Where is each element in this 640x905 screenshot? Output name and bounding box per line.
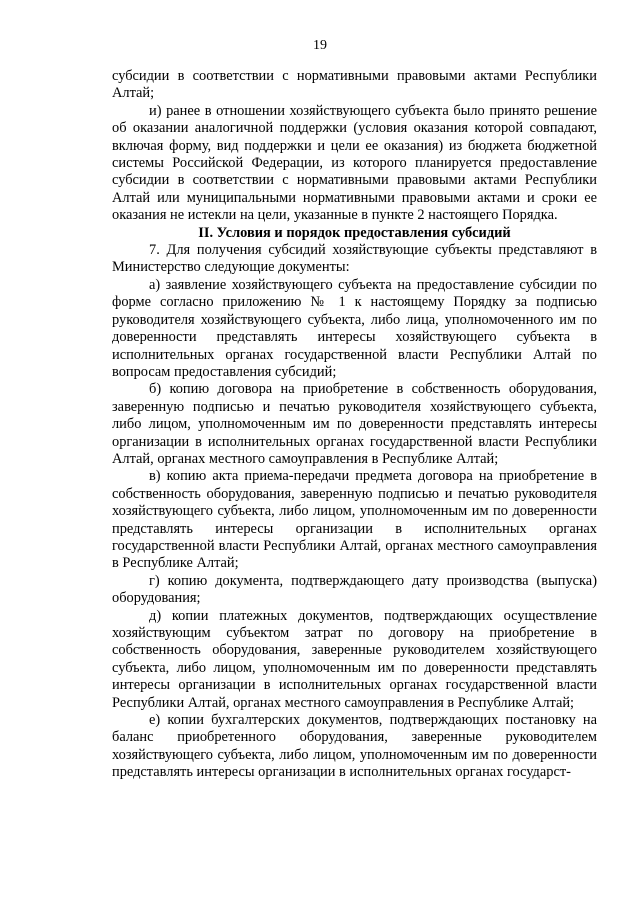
paragraph-item-b: б) копию договора на приобретение в собственность оборудования, заверенную подписью и печатью руководителя хозяйствующего субъекта, либо лицом, уполномоченным им по доверенности представлять интересы организации в исполнительных органах государственной власти Республики Алтай, органах местного самоуправления в Республике Алтай; bbox=[112, 381, 597, 467]
paragraph-continuation: субсидии в соответствии с нормативными правовыми актами Республики Алтай; bbox=[112, 68, 597, 102]
paragraph-item-d: д) копии платежных документов, подтверждающих осуществление хозяйствующим субъектом затрат по договору на приобретение в собственность оборудования, заверенные руководителем хозяйствующего субъекта, либо лицом, уполномоченным им по доверенности представлять интересы организации в исполнительных органах государственной власти Республики Алтай, органах местного самоуправления в Республике Алтай; bbox=[112, 607, 597, 711]
paragraph-item-e: е) копии бухгалтерских документов, подтверждающих постановку на баланс приобретенного оборудования, заверенные руководителем хозяйствующего субъекта, либо лицом, уполномоченным им по доверенности представлять интересы организации в исполнительных органах государст- bbox=[112, 712, 597, 781]
section-heading: II. Условия и порядок предоставления субсидий bbox=[198, 224, 511, 241]
paragraph-item-7: 7. Для получения субсидий хозяйствующие субъекты представляют в Министерство следующие документы: bbox=[112, 242, 597, 276]
paragraph-item-v: в) копию акта приема-передачи предмета договора на приобретение в собственность оборудования, заверенную подписью и печатью руководителя хозяйствующего субъекта, либо лицом, уполномоченным им по доверенности представлять интересы организации в исполнительных органах государственной власти Республики Алтай, органах местного самоуправления в Республике Алтай; bbox=[112, 468, 597, 572]
document-body bbox=[112, 68, 597, 782]
paragraph-item-a: а) заявление хозяйствующего субъекта на предоставление субсидии по форме согласно приложению № 1 к настоящему Порядку за подписью руководителя хозяйствующего субъекта, либо лица, уполномоченного им по доверенности представлять интересы хозяйствующего субъекта в исполнительных органах государственной власти Республики Алтай по вопросам предоставления субсидий; bbox=[112, 276, 597, 380]
paragraph-item-i: и) ранее в отношении хозяйствующего субъекта было принято решение об оказании аналогичной поддержки (условия оказания которой совпадают, включая форму, вид поддержки и цели ее оказания) из бюджета бюджетной системы Российской Федерации, из которого планируется предоставление субсидии в соответствии с нормативными правовыми актами Республики Алтай или муниципальными нормативными правовыми актами и сроки ее оказания не истекли на цели, указанные в пункте 2 настоящего Порядка. bbox=[112, 102, 597, 224]
page-number: 19 bbox=[313, 38, 327, 53]
paragraph-item-g: г) копию документа, подтверждающего дату производства (выпуска) оборудования; bbox=[112, 572, 597, 607]
